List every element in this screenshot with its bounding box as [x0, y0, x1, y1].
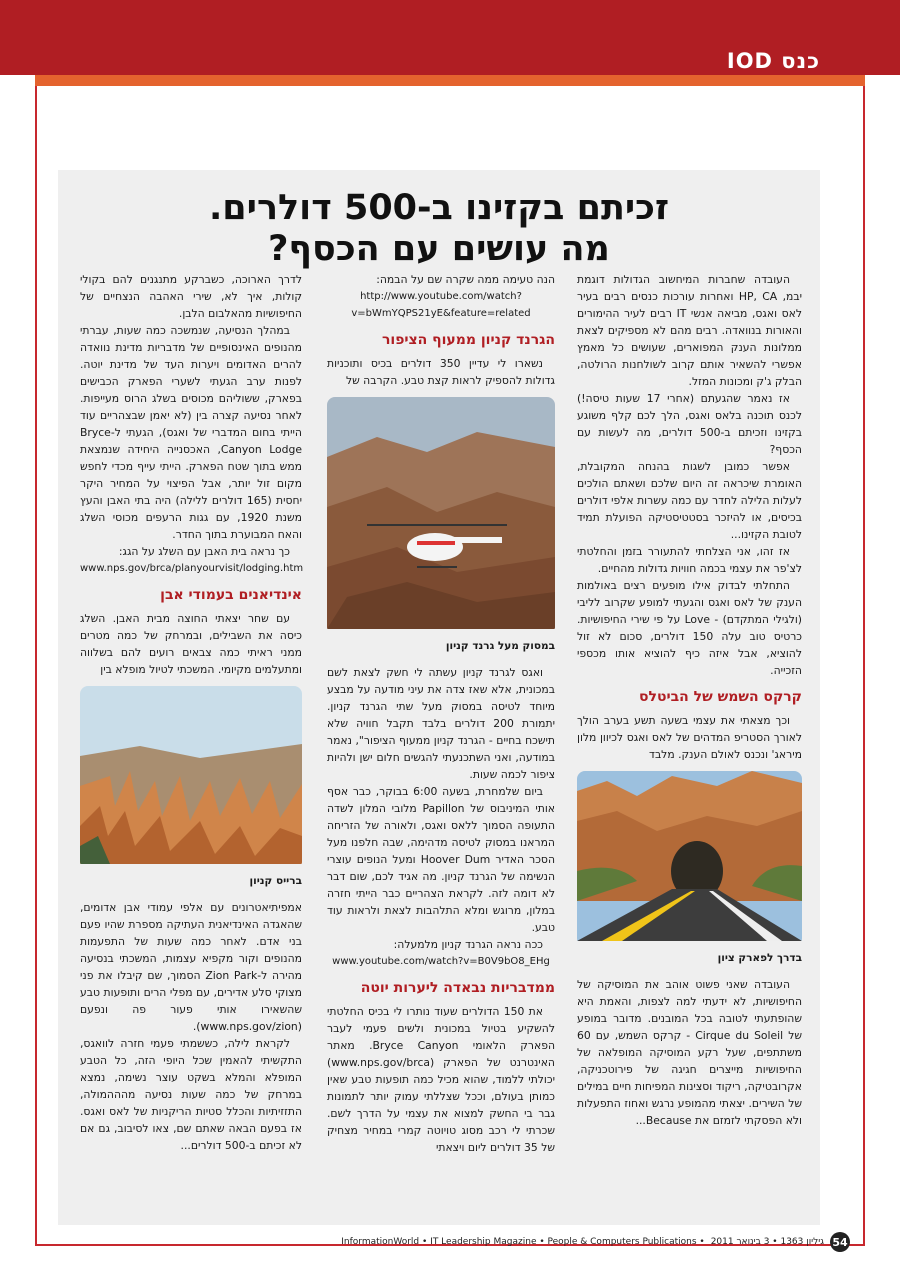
accent-bar [35, 75, 865, 86]
subheading-beatles: קרקס השמש של הביטלס [638, 689, 802, 705]
paragraph: כך נראה בית האבן עם השלג על הגג: [118, 545, 290, 558]
paragraph: ואגס לגרנד קניון עשתה לי חשק לצאת לשם במכונית, אלא שאז צדה את עיני מודעה על מבצע מיוחד לטיסה במסוק מעל שתי הגרנד קניון. יתמורת 200 דולרים בלבד תקבל חוויה שלא תישכח בחיים - הגרנד קניון ממעוף הציפור", נאמר במודעה, ואני השתכנעתי להגשים חלום ישן ולהיות ציפור לכמה שעות. [327, 666, 555, 781]
article-title [58, 188, 820, 270]
subheading-stone-pillars: אינדיאנים בעמודי אבן [160, 587, 302, 603]
paragraph: לקראת לילה, כששמתי פעמי חזרה לוואגס, התקשיתי להאמין שכל היופי הזה, כל הטבע המופלא והמלא בשקט עוצר נשימה, נמצא במרחק של כמה שעות נסיעה מהההמולה, התזזיתיות והכלל סטיות הריקניות של לאס ואגס. אז בפעם הבאה שאתם שם, צאו לסיבוב, גם אם לא זכיתם ב-500 דולרים... [80, 1037, 302, 1152]
column-right [577, 271, 802, 1129]
section-badge: כנס IOD [726, 49, 820, 73]
photo-caption: בדרך לפארק ציון [717, 952, 802, 964]
photo-caption: במסוק מעל גרנד קניון [445, 640, 555, 652]
photo-helicopter [327, 397, 555, 634]
paragraph: אז זהו, אני הצלחתי להתעורר בזמן והחלטתי לצ'פר את עצמי בכמה חוויות גדולות מהחיים. [577, 545, 802, 575]
paragraph: העובדה שאני פשוט אוהב את המוסיקה של החיפושיות, לא ידעתי למה לצפות, והאמת היא שהופתעתי לטובה בכל המובנים. מדובר במופע של Cirque du Soleil - קרקס השמש, עם 60 משתתפים, שעל רקע המוסיקה המופלאה של החיפושיות מייצרים חגיגה של פירוטכניקה, אקרובטיקה, ריקוד וסצינות המפיחות חיים במילים של השירים. יצאתי מהמופע נרגש ואחוז התפעלות ולא הפסקתי לזמזם את Because... [577, 978, 802, 1127]
paragraph: אפשר כמובן לשגות בהנחה המקובלת, האומרת שיכראה זה היום שלכם ושאתם הולכים לעלות הלילה לחדר עם כמה עשרות אלפי דולרים בכיסים, או להיזכר בסטטיסטיקה הפועלת תמיד לטובת הקזינו... [577, 460, 802, 541]
page-footer [300, 1232, 850, 1252]
column-middle [327, 271, 555, 1156]
link-youtube[interactable]: http://www.youtube.com/watch?v=bWmYQPS21yE&feature=related [351, 291, 531, 319]
publication-refs: InformationWorld • IT Leadership Magazine • People & Computers Publications • [341, 1237, 705, 1247]
subheading-grand-canyon: הגרנד קניון ממעוף הציפור [381, 332, 555, 348]
paragraph: אמפיתיאטרונים עם אלפי עמודי אבן אדומים, שהאגדה האינדיאנית העתיקה מספרת שהיו פעם בני אדם. לאחר כמה שעות של התפעמות מהנופים וקור מקפיא עצמות, המשכתי בנסיעה מהירה ל-Zion Park הסמוך, שם קיבלו את פני מצוקי סלע אדירים, עם מפלי הרים ותופעות טבע שהשאירו אותי פעור פה ונפעם (www.nps.gov/zion). [80, 901, 302, 1033]
title-line-1: זכיתם בקזינו ב-500 דולרים. [208, 188, 670, 228]
photo-bryce-canyon [80, 686, 302, 869]
paragraph: וכך מצאתי את עצמי בשעה תשע בערב הולך לאורך הסטריפ המדהים של לאס ואגס לכיוון מלון מיראג' ונכנס לאולם הענק. מלבד [577, 714, 802, 761]
paragraph: במהלך הנסיעה, שנמשכה כמה שעות, עברתי מהנופים האינסופיים של מדבריות מדינת נוואדה להרים האדומים ויערות העד של מדינת יוטה. לפנות ערב הגעתי לשערי הפארק הכבישים בפארק, ששוליהם מכוסים בשלג הרוס מעייפות. לאחר נסיעה קצרה בין (לא יאמן שבצהריים עוד הייתי בחום המדברי של ואגס), הגעתי ל-Bryce Canyon Lodge, האכסנייה היחידה שנמצאת ממש בתוך שטח הפארק. הייתי עייף מכדי לחפש מקום זול יותר, אבל הפיצוי על המחיר היקר יחסית (165 דולרים ללילה) היה בתי האבן והעץ משנת 1920, עם גגות הרעפים מכוסי השלג והאח המבוערת בתוך החדר. [80, 324, 302, 541]
paragraph: נשארו לי עדיין 350 דולרים בכיס ותוכניות גדולות להספיק לראות קצת טבע. הקרבה של [327, 357, 555, 387]
title-line-2: מה עושים עם הכסף? [268, 229, 610, 269]
paragraph: התחלתי לבדוק אילו מופעים רצים באולמות הענק של לאס ואגס והגעתי למופע שקרוב לליבי (ולגילי המתקדם) - Love על פי שירי החיפושיות. כרטיס טוב עלה 150 דולרים, סכום לא זול להוציא, אבל איזה כיף להוציא אותו מכספי הזכייה. [577, 579, 802, 677]
column-left [80, 271, 302, 1154]
paragraph: ככה נראה הגרנד קניון מלמעלה: [393, 938, 543, 951]
photo-zion-road [577, 771, 802, 946]
page-number: 54 [830, 1232, 850, 1252]
paragraph: אז נאמר שהגעתם (אחרי 17 שעות טיסה!) לכנס תוכנה בלאס ואגס, הלך לכם קלף משוגע בקזינו וזכיתם ב-500 דולרים, מה לעשות עם הכסף? [577, 392, 802, 456]
link-youtube[interactable]: www.youtube.com/watch?v=B0V9bO8_EHg [332, 956, 550, 967]
paragraph: העובדה שחברות המיחשוב הגדולות דוגמת יבמ, HP, CA ואחרות עורכות כנסים רבים בעיר לאס ואגס, מביאה אנשי IT רבים לעיר ההימורים והאורות בנוואדה. רבים מהם לא מספיקים לצאת ממלונות הענק המפוארים, שעושים כל מאמץ אפשרי להשאיר אותם קרוב לשולחנות הרולטה, הבלק ג'ק ומכונות המזל. [577, 273, 803, 388]
link-nps-lodging[interactable]: www.nps.gov/brca/planyourvisit/lodging.htm [80, 563, 304, 574]
paragraph: עם שחר יצאתי החוצה מבית האבן. השלג כיסה את השבילים, ובמרחק של כמה מטרים ממני ראיתי כמה צבאים רועים להם בשלווה ומתעלמים מקיומי. המשכתי לטיול מופלא בין [80, 612, 302, 676]
issue-info: גיליון 1363 • 3 בינואר 2011 [710, 1237, 824, 1247]
paragraph: לדרך הארוכה, כשברקע מתנגנים להם בקולי קולות, איך לא, שירי האהבה הנצחיים של החיפושיות מהאלבום הלבן. [80, 273, 302, 320]
paragraph: הנה טעימה ממה שקרה שם על הבמה: [376, 273, 555, 286]
paragraph: את 150 הדולרים שעוד נותרו לי בכיס החלטתי להשקיע בטיול במכונית ולשים פעמי לעבר הפארק הלאומי Bryce Canyon. מאתר האינטרנט של הפארק (www.nps.gov/brca) יכולתי ללמוד, שהוא מכיל כמה תופעות טבע שאין כמותן בעולם, וככל שצללתי עמוק יותר לתמונות גבר בי החשק למצוא את עצמי על הדרך לשם. שכרתי לי רכב מסוג טויוטה קמרי במחיר מצחיק של 35 דולרים ליום ויצאתי [327, 1005, 555, 1154]
subheading-nevada-utah: ממדבריות נבאדה ליערות יוטה [360, 980, 555, 996]
paragraph: ביום שלמחרת, בשעה 6:00 בבוקר, כבר אסף אותי המיניבוס של Papillon מלובי המלון לשדה התעופה הסמוך ללאס ואגס, ולאורה של הזריחה המראנו במסוק לטיסה מדהימה, שבה חלפנו מעל הסכר האדיר Hoover Dum ומעל הנופים עוצרי הנשימה של הגרנד קניון. מה אגיד לכם, שום דבר לא דומה לזה. לקראת הצהריים כבר הייתי חזרה במלון, מרוגש ומלא התלהבות לצאת ולראות עוד טבע. [327, 785, 555, 934]
photo-caption: ברייס קניון [249, 875, 302, 887]
